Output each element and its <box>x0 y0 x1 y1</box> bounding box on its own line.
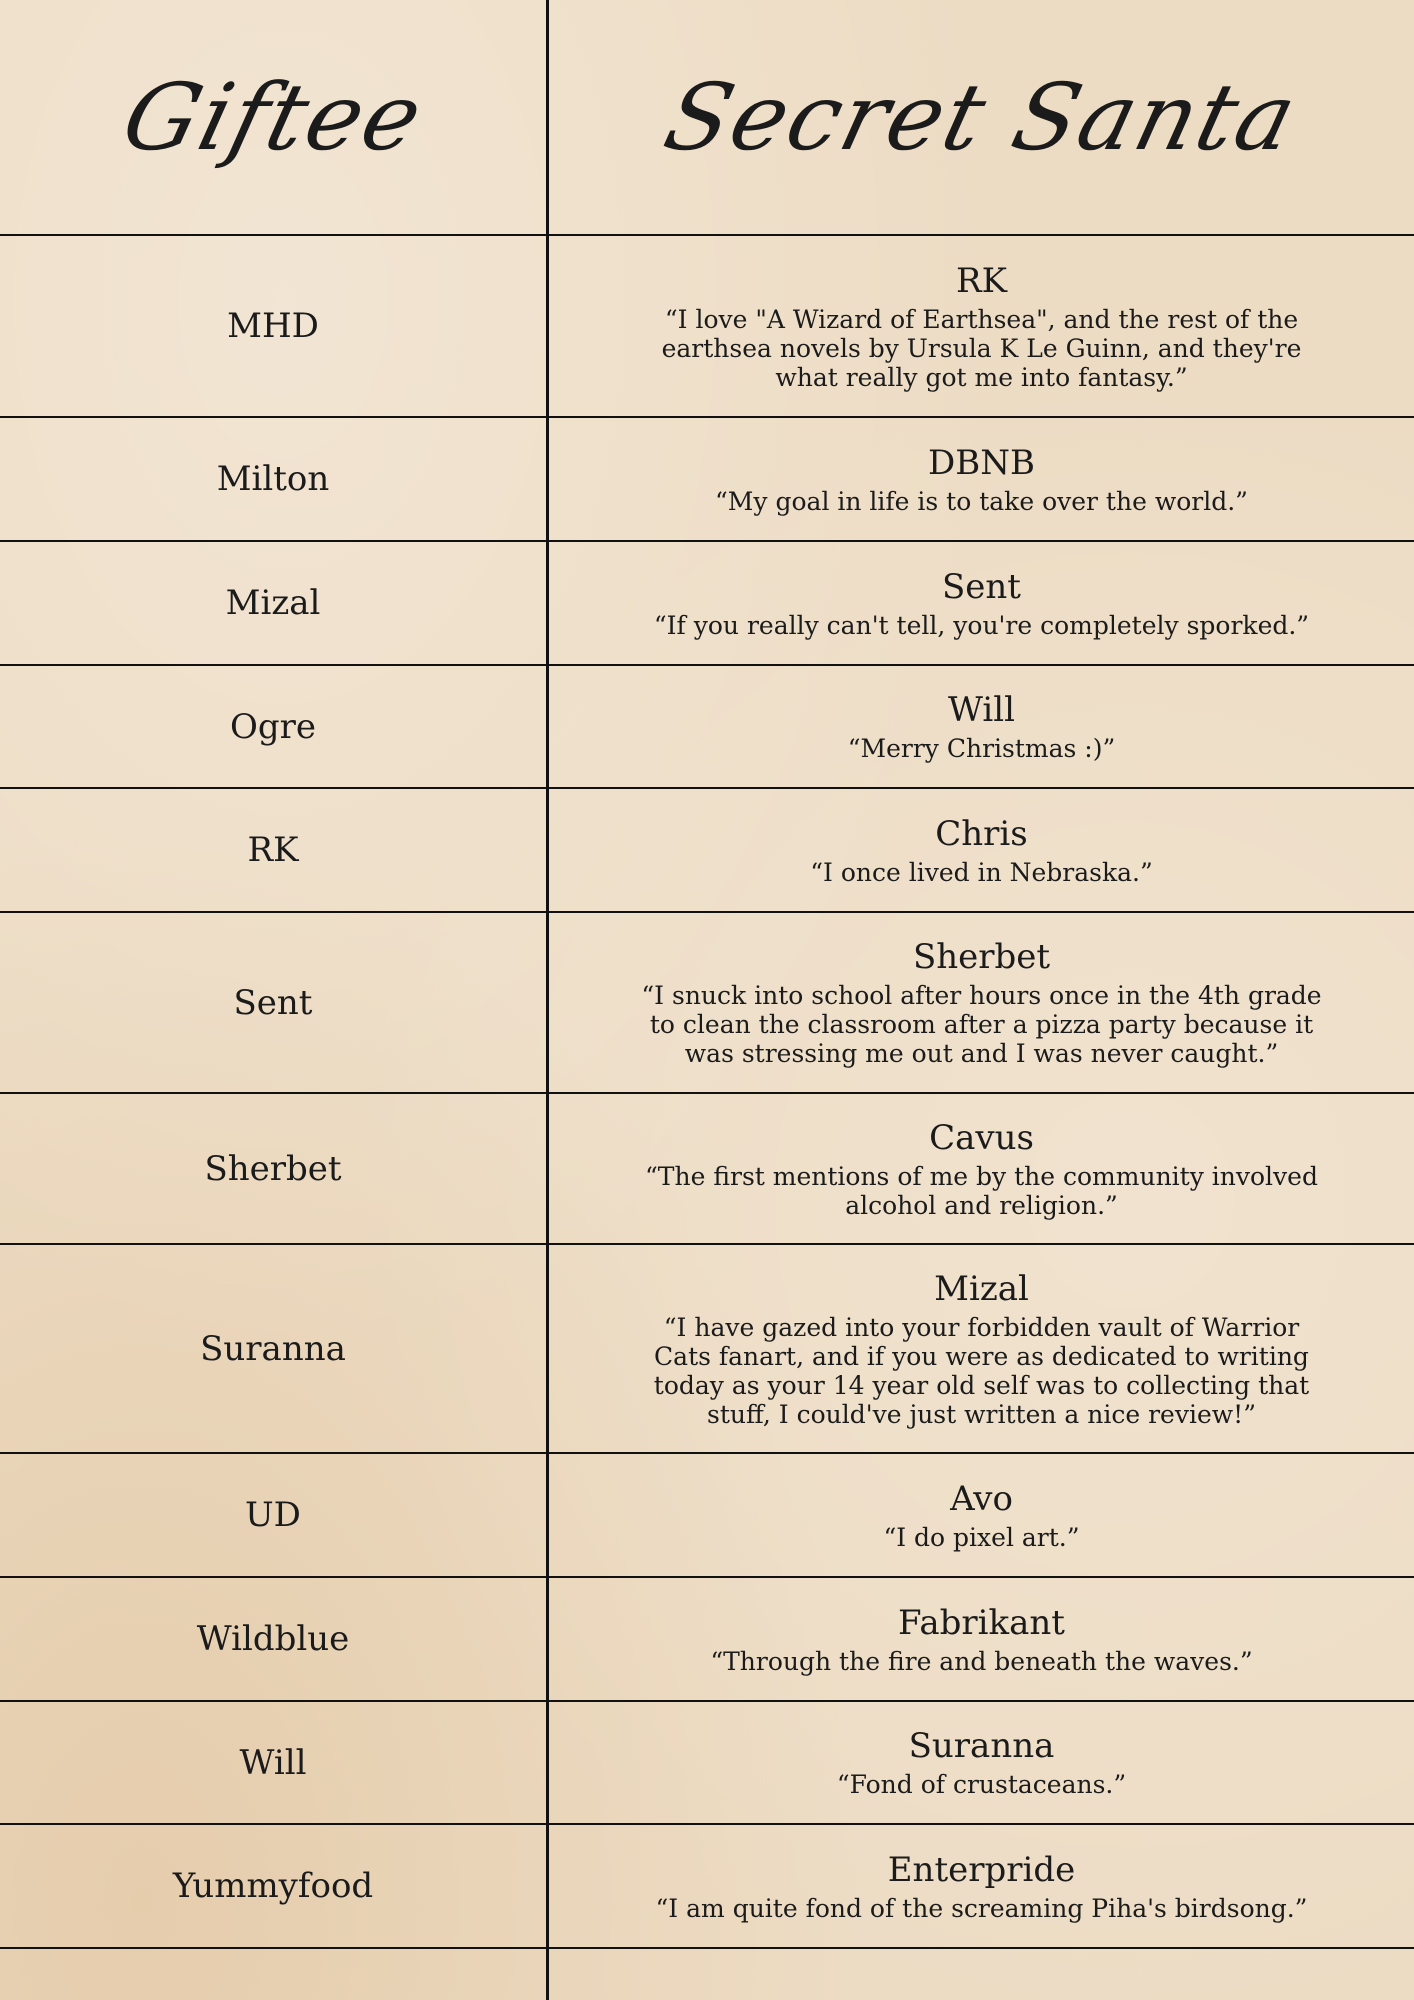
santa-name: Fabrikant <box>898 1602 1065 1643</box>
santa-cell <box>549 913 1414 1092</box>
santa-quote: “I once lived in Nebraska.” <box>810 857 1153 887</box>
header-santa <box>549 0 1414 234</box>
santa-name: RK <box>956 260 1007 301</box>
santa-cell <box>549 1702 1414 1823</box>
giftee-name: RK <box>247 830 299 870</box>
giftee-name: Sherbet <box>204 1148 342 1189</box>
santa-cell <box>549 542 1414 664</box>
santa-cell <box>549 236 1414 416</box>
giftee-cell <box>0 1094 546 1243</box>
giftee-name: UD <box>245 1495 301 1535</box>
santa-name: Sent <box>942 566 1021 607</box>
santa-cell <box>549 1578 1414 1700</box>
santa-cell <box>549 418 1414 540</box>
giftee-name: Sent <box>233 982 313 1023</box>
santa-quote: “Merry Christmas :)” <box>847 734 1116 763</box>
giftee-cell <box>0 666 546 787</box>
giftee-name: Wildblue <box>196 1619 350 1659</box>
giftee-cell <box>0 1245 546 1452</box>
santa-name: Will <box>948 690 1015 730</box>
santa-quote: “I do pixel art.” <box>883 1522 1080 1552</box>
giftee-cell <box>0 1578 546 1700</box>
santa-cell <box>549 1454 1414 1576</box>
santa-name: Suranna <box>908 1726 1055 1766</box>
giftee-cell <box>0 418 546 540</box>
secret-santa-heading: Secret Santa <box>654 63 1309 171</box>
row-divider <box>0 1947 1414 1949</box>
giftee-cell <box>0 236 546 416</box>
giftee-name: Will <box>239 1742 307 1783</box>
santa-name: DBNB <box>928 442 1035 483</box>
santa-quote: “Through the fire and beneath the waves.” <box>710 1646 1253 1676</box>
giftee-cell <box>0 1454 546 1576</box>
giftee-name: Suranna <box>200 1328 346 1369</box>
santa-quote: “My goal in life is to take over the world.” <box>715 486 1248 516</box>
santa-quote: “I have gazed into your forbidden vault of Warrior Cats fanart, and if you were as dedicated to writing today as your 14 year old self was to collecting that stuff, I could've just written a nice review!” <box>653 1312 1310 1429</box>
santa-name: Chris <box>935 813 1028 854</box>
santa-cell <box>549 1245 1414 1452</box>
giftee-name: Milton <box>216 459 330 499</box>
santa-name: Cavus <box>929 1117 1034 1158</box>
santa-name: Mizal <box>934 1268 1029 1309</box>
giftee-cell <box>0 1825 546 1947</box>
giftee-name: Mizal <box>225 583 321 623</box>
giftee-name: Ogre <box>229 706 316 747</box>
header-giftee <box>0 0 546 234</box>
santa-quote: “If you really can't tell, you're completely sporked.” <box>653 610 1310 640</box>
santa-name: Avo <box>950 1478 1013 1519</box>
giftee-cell <box>0 542 546 664</box>
santa-cell <box>549 1825 1414 1947</box>
giftee-heading: Giftee <box>112 63 434 171</box>
giftee-cell <box>0 913 546 1092</box>
santa-cell <box>549 789 1414 911</box>
santa-cell <box>549 666 1414 787</box>
giftee-name: MHD <box>227 306 319 346</box>
santa-quote: “Fond of crustaceans.” <box>836 1770 1127 1799</box>
giftee-name: Yummyfood <box>172 1866 374 1906</box>
giftee-cell <box>0 1702 546 1823</box>
santa-quote: “The first mentions of me by the community involved alcohol and religion.” <box>645 1161 1318 1220</box>
santa-quote: “I snuck into school after hours once in the 4th grade to clean the classroom after a pizza party because it was stressing me out and I was never caught.” <box>641 981 1322 1068</box>
santa-name: Sherbet <box>912 937 1051 977</box>
giftee-cell <box>0 789 546 911</box>
santa-cell <box>549 1094 1414 1243</box>
santa-quote: “I am quite fond of the screaming Piha's birdsong.” <box>655 1893 1308 1923</box>
santa-quote: “I love "A Wizard of Earthsea", and the rest of the earthsea novels by Ursula K Le Guinn, and they're what really got me into fantasy.” <box>661 304 1302 392</box>
santa-name: Enterpride <box>887 1849 1076 1890</box>
